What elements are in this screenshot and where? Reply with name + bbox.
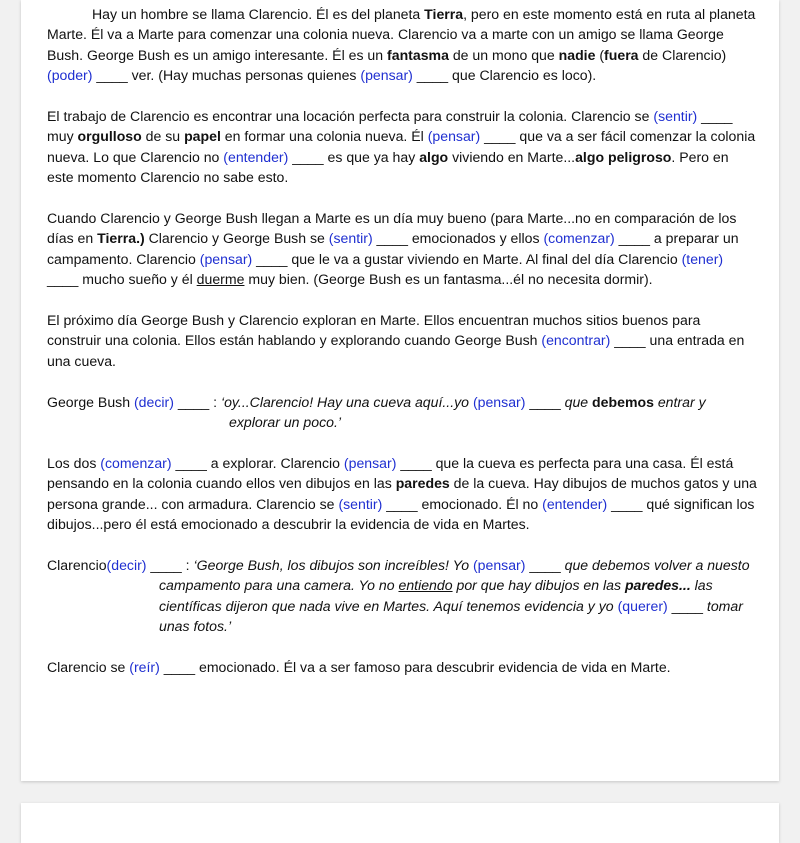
verb-hint: (sentir)	[653, 108, 698, 125]
text: de su	[141, 128, 185, 145]
text: en formar una colonia nueva. Él	[220, 128, 428, 145]
italic-quote: las científicas dijeron que nada vive en Martes. Aquí tenemos evidencia y yo	[159, 577, 713, 614]
bold-word: algo peligroso	[575, 148, 672, 165]
verb-hint: (entender)	[542, 495, 608, 512]
text: Clarencio y George Bush se	[144, 230, 329, 247]
text: ____	[667, 597, 707, 614]
text: ____ qué significan los dibujos...pero él está emocionado a descubrir la evidencia de vida en Martes.	[47, 495, 755, 533]
bold-word: nadie	[558, 46, 596, 63]
verb-hint: (encontrar)	[541, 332, 611, 349]
next-document-page	[21, 803, 779, 843]
italic-quote: que debemos volver a nuesto campamento para una camera. Yo no	[159, 556, 750, 594]
text: de la cueva. Hay dibujos de muchos gatos y una persona grande... con armadura. Clarencio se	[47, 475, 757, 512]
text: ____ a preparar un campamento. Clarencio	[47, 230, 739, 267]
text: ____ mucho sueño y él	[47, 271, 197, 288]
verb-hint: (sentir)	[338, 495, 383, 512]
document-body	[47, 4, 757, 698]
paragraph-4	[47, 310, 757, 371]
text: ____ que Clarencio es loco).	[412, 67, 597, 84]
verb-hint: (pensar)	[343, 454, 397, 471]
text: ____ emocionados y ellos	[372, 230, 544, 247]
verb-hint: (pensar)	[472, 556, 526, 573]
text: George Bush	[47, 393, 134, 410]
text: de Clarencio)	[638, 46, 727, 63]
paragraph-8	[47, 657, 757, 677]
text: Clarencio	[47, 556, 107, 573]
verb-hint: (sentir)	[328, 230, 373, 247]
paragraph-7-dialogue	[47, 555, 757, 637]
text: ____ que va a ser fácil comenzar la colonia nueva. Lo que Clarencio no	[47, 128, 756, 165]
paragraph-6	[47, 453, 757, 535]
paragraph-3	[47, 208, 757, 290]
underlined-word: duerme	[196, 271, 245, 288]
bold-word: Tierra	[424, 6, 464, 22]
italic-quote: ‘George Bush, los dibujos son increíbles! Yo	[193, 556, 473, 573]
text: Clarencio se	[47, 658, 130, 675]
text: El trabajo de Clarencio es encontrar una locación perfecta para construir la colonia. Clarencio se	[47, 108, 654, 125]
text: ____	[525, 556, 565, 573]
italic-quote: que	[564, 393, 593, 410]
text: ____ :	[173, 393, 221, 410]
text: ____ que la cueva es perfecta para una casa. Él está pensando en la colonia cuando ellos ven dibujos en las	[47, 454, 734, 492]
verb-hint: (querer)	[617, 597, 668, 614]
text: El próximo día George Bush y Clarencio exploran en Marte. Ellos encuentran muchos sitios buenos para construir una colonia. Ellos están hablando y explorando cuando George Bush	[47, 312, 701, 349]
text: . Pero en este momento Clarencio no sabe esto.	[47, 148, 729, 186]
text: Los dos	[47, 454, 101, 471]
text: , pero en este momento está en ruta al planeta Marte. Él va a Marte para comenzar una colonia nueva. Clarencio va a marte con un amigo se llama George Bush. George Bush es un amigo interesante. Él es un	[47, 6, 756, 63]
text: Hay un hombre se llama Clarencio. Él es del planeta	[92, 6, 425, 22]
verb-hint: (reír)	[129, 658, 160, 675]
verb-hint: (pensar)	[427, 128, 481, 145]
text: Cuando Clarencio y George Bush llegan a Marte es un día muy bueno (para Marte...no en comparación de los días en	[47, 210, 737, 247]
verb-hint: (entender)	[223, 148, 289, 165]
text: ____	[525, 393, 565, 410]
verb-hint: (comenzar)	[100, 454, 172, 471]
paragraph-5-dialogue	[47, 392, 757, 433]
text: ____ muy	[47, 108, 733, 145]
verb-hint: (decir)	[133, 393, 174, 410]
bold-word: debemos	[592, 393, 654, 410]
text: (	[595, 46, 605, 63]
verb-hint: (pensar)	[199, 250, 253, 267]
verb-hint: (decir)	[106, 556, 147, 573]
verb-hint: (comenzar)	[543, 230, 615, 247]
verb-hint: (pensar)	[472, 393, 526, 410]
text: ____ a explorar. Clarencio	[171, 454, 344, 471]
bold-word: fuera	[604, 46, 639, 63]
italic-quote: tomar unas fotos.’	[159, 597, 743, 635]
bold-word: orgulloso	[77, 128, 142, 145]
text: ____ es que ya hay	[288, 148, 420, 165]
italic-quote: ‘oy...Clarencio! Hay una cueva aquí...yo	[220, 393, 473, 410]
text: ____ emocionado. Él va a ser famoso para descubrir evidencia de vida en Marte.	[159, 658, 671, 675]
text: ____ una entrada en una cueva.	[47, 332, 745, 369]
bold-word: papel	[184, 128, 221, 145]
text: de un mono que	[448, 46, 559, 63]
text: ____ que le va a gustar viviendo en Marte. Al final del día Clarencio	[252, 250, 682, 267]
verb-hint: (tener)	[681, 250, 724, 267]
document-page	[21, 0, 779, 781]
text: muy bien. (George Bush es un fantasma...él no necesita dormir).	[244, 271, 653, 288]
bold-word: fantasma	[387, 46, 449, 63]
verb-hint: (pensar)	[360, 67, 413, 84]
verb-hint: (poder)	[47, 67, 93, 84]
italic-quote: por que hay dibujos en las	[452, 577, 625, 594]
bold-word: Tierra.)	[97, 230, 145, 247]
text: viviendo en Marte...	[448, 148, 576, 165]
text: ____ ver. (Hay muchas personas quienes	[92, 67, 361, 84]
paragraph-1	[47, 4, 757, 86]
paragraph-2	[47, 106, 757, 188]
text: ____ :	[146, 556, 194, 573]
text: ____ emocionado. Él no	[382, 495, 543, 512]
bold-word: paredes	[395, 475, 450, 492]
italic-quote: entrar y explorar un poco.’	[229, 393, 706, 431]
bold-word: algo	[419, 148, 449, 165]
underlined-word: entiendo	[398, 577, 453, 594]
bold-word: paredes...	[624, 577, 691, 594]
